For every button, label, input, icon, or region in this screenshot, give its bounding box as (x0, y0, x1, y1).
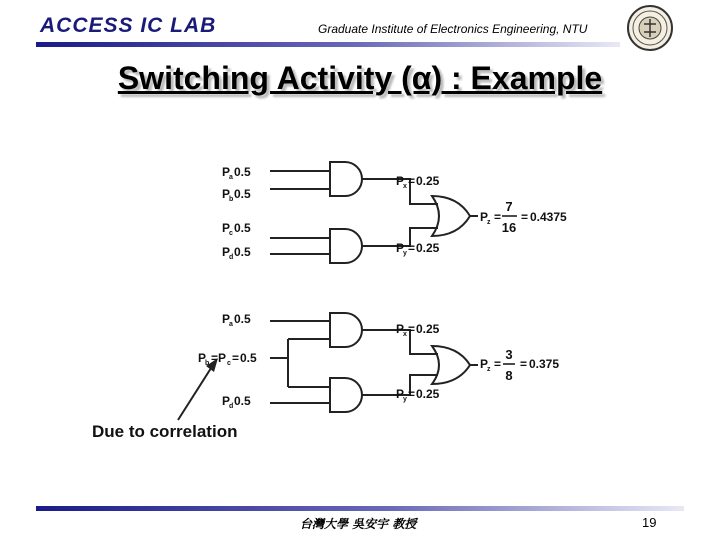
svg-text:d: d (229, 254, 234, 261)
bottom-pd-value: 0.5 (234, 394, 251, 408)
svg-text:P: P (222, 221, 231, 235)
svg-text:P: P (396, 322, 405, 336)
slide-title: Switching Activity (α) : Example (117, 60, 603, 96)
svg-text:b: b (229, 196, 234, 203)
svg-text:P: P (480, 210, 489, 224)
bottom-py-value: 0.25 (416, 387, 440, 401)
top-pc-value: 0.5 (234, 221, 251, 235)
lab-name: ACCESS IC LAB (40, 14, 217, 37)
top-py-value: 0.25 (416, 241, 440, 255)
page-number: 19 (642, 515, 657, 530)
bottom-pa-value: 0.5 (234, 312, 251, 326)
svg-text:P: P (222, 394, 231, 408)
top-px-value: 0.25 (416, 174, 440, 188)
svg-text:a: a (229, 321, 233, 328)
institute-name: Graduate Institute of Electronics Engineering, NTU (318, 22, 588, 36)
and-gate-bottom-2 (330, 378, 362, 412)
svg-text:P: P (396, 387, 405, 401)
or-gate-bottom (432, 346, 470, 384)
svg-text:=: = (232, 351, 240, 365)
svg-text:=: = (520, 357, 528, 371)
svg-text:=: = (494, 210, 502, 224)
footer-text: 台灣大學 吳安宇 教授 (300, 517, 417, 531)
and-gate-bottom-1 (330, 313, 362, 347)
svg-text:P: P (222, 245, 231, 259)
svg-text:=: = (494, 357, 502, 371)
bottom-pbc-value: 0.5 (240, 351, 257, 365)
svg-text:a: a (229, 174, 233, 181)
svg-text:P: P (222, 165, 231, 179)
svg-text:P: P (222, 312, 231, 326)
bottom-pz-value: 0.375 (529, 357, 560, 371)
top-pz-denominator: 16 (501, 220, 517, 235)
svg-text:P: P (480, 357, 489, 371)
and-gate-top-1 (330, 162, 362, 196)
top-pd-value: 0.5 (234, 245, 251, 259)
bottom-px-value: 0.25 (416, 322, 440, 336)
svg-text:=: = (521, 210, 529, 224)
svg-text:=: = (408, 241, 416, 255)
and-gate-top-2 (330, 229, 362, 263)
svg-text:=: = (408, 387, 416, 401)
top-pz-value: 0.4375 (530, 210, 567, 224)
svg-text:P: P (396, 174, 405, 188)
svg-text:=: = (408, 174, 416, 188)
correlation-annotation: Due to correlation (92, 422, 238, 441)
svg-text:d: d (229, 403, 234, 410)
svg-text:x: x (403, 183, 407, 190)
footer-rule (36, 506, 684, 511)
svg-text:z: z (487, 219, 491, 226)
top-pa-value: 0.5 (234, 165, 251, 179)
svg-text:=P: =P (211, 351, 227, 365)
svg-text:y: y (403, 396, 407, 403)
svg-text:P: P (198, 351, 207, 365)
or-gate-top (432, 196, 470, 236)
svg-text:c: c (227, 360, 231, 367)
bottom-pz-denominator: 8 (505, 368, 513, 383)
svg-text:x: x (403, 331, 407, 338)
svg-text:c: c (229, 230, 233, 237)
svg-text:P: P (396, 241, 405, 255)
svg-text:z: z (487, 366, 491, 373)
svg-text:P: P (222, 187, 231, 201)
correlation-arrow (178, 365, 213, 420)
bottom-pz-numerator: 3 (505, 347, 513, 362)
svg-text:y: y (403, 250, 407, 257)
top-pb-value: 0.5 (234, 187, 251, 201)
svg-text:=: = (408, 322, 416, 336)
top-pz-numerator: 7 (505, 199, 513, 214)
svg-text:b: b (205, 360, 210, 367)
